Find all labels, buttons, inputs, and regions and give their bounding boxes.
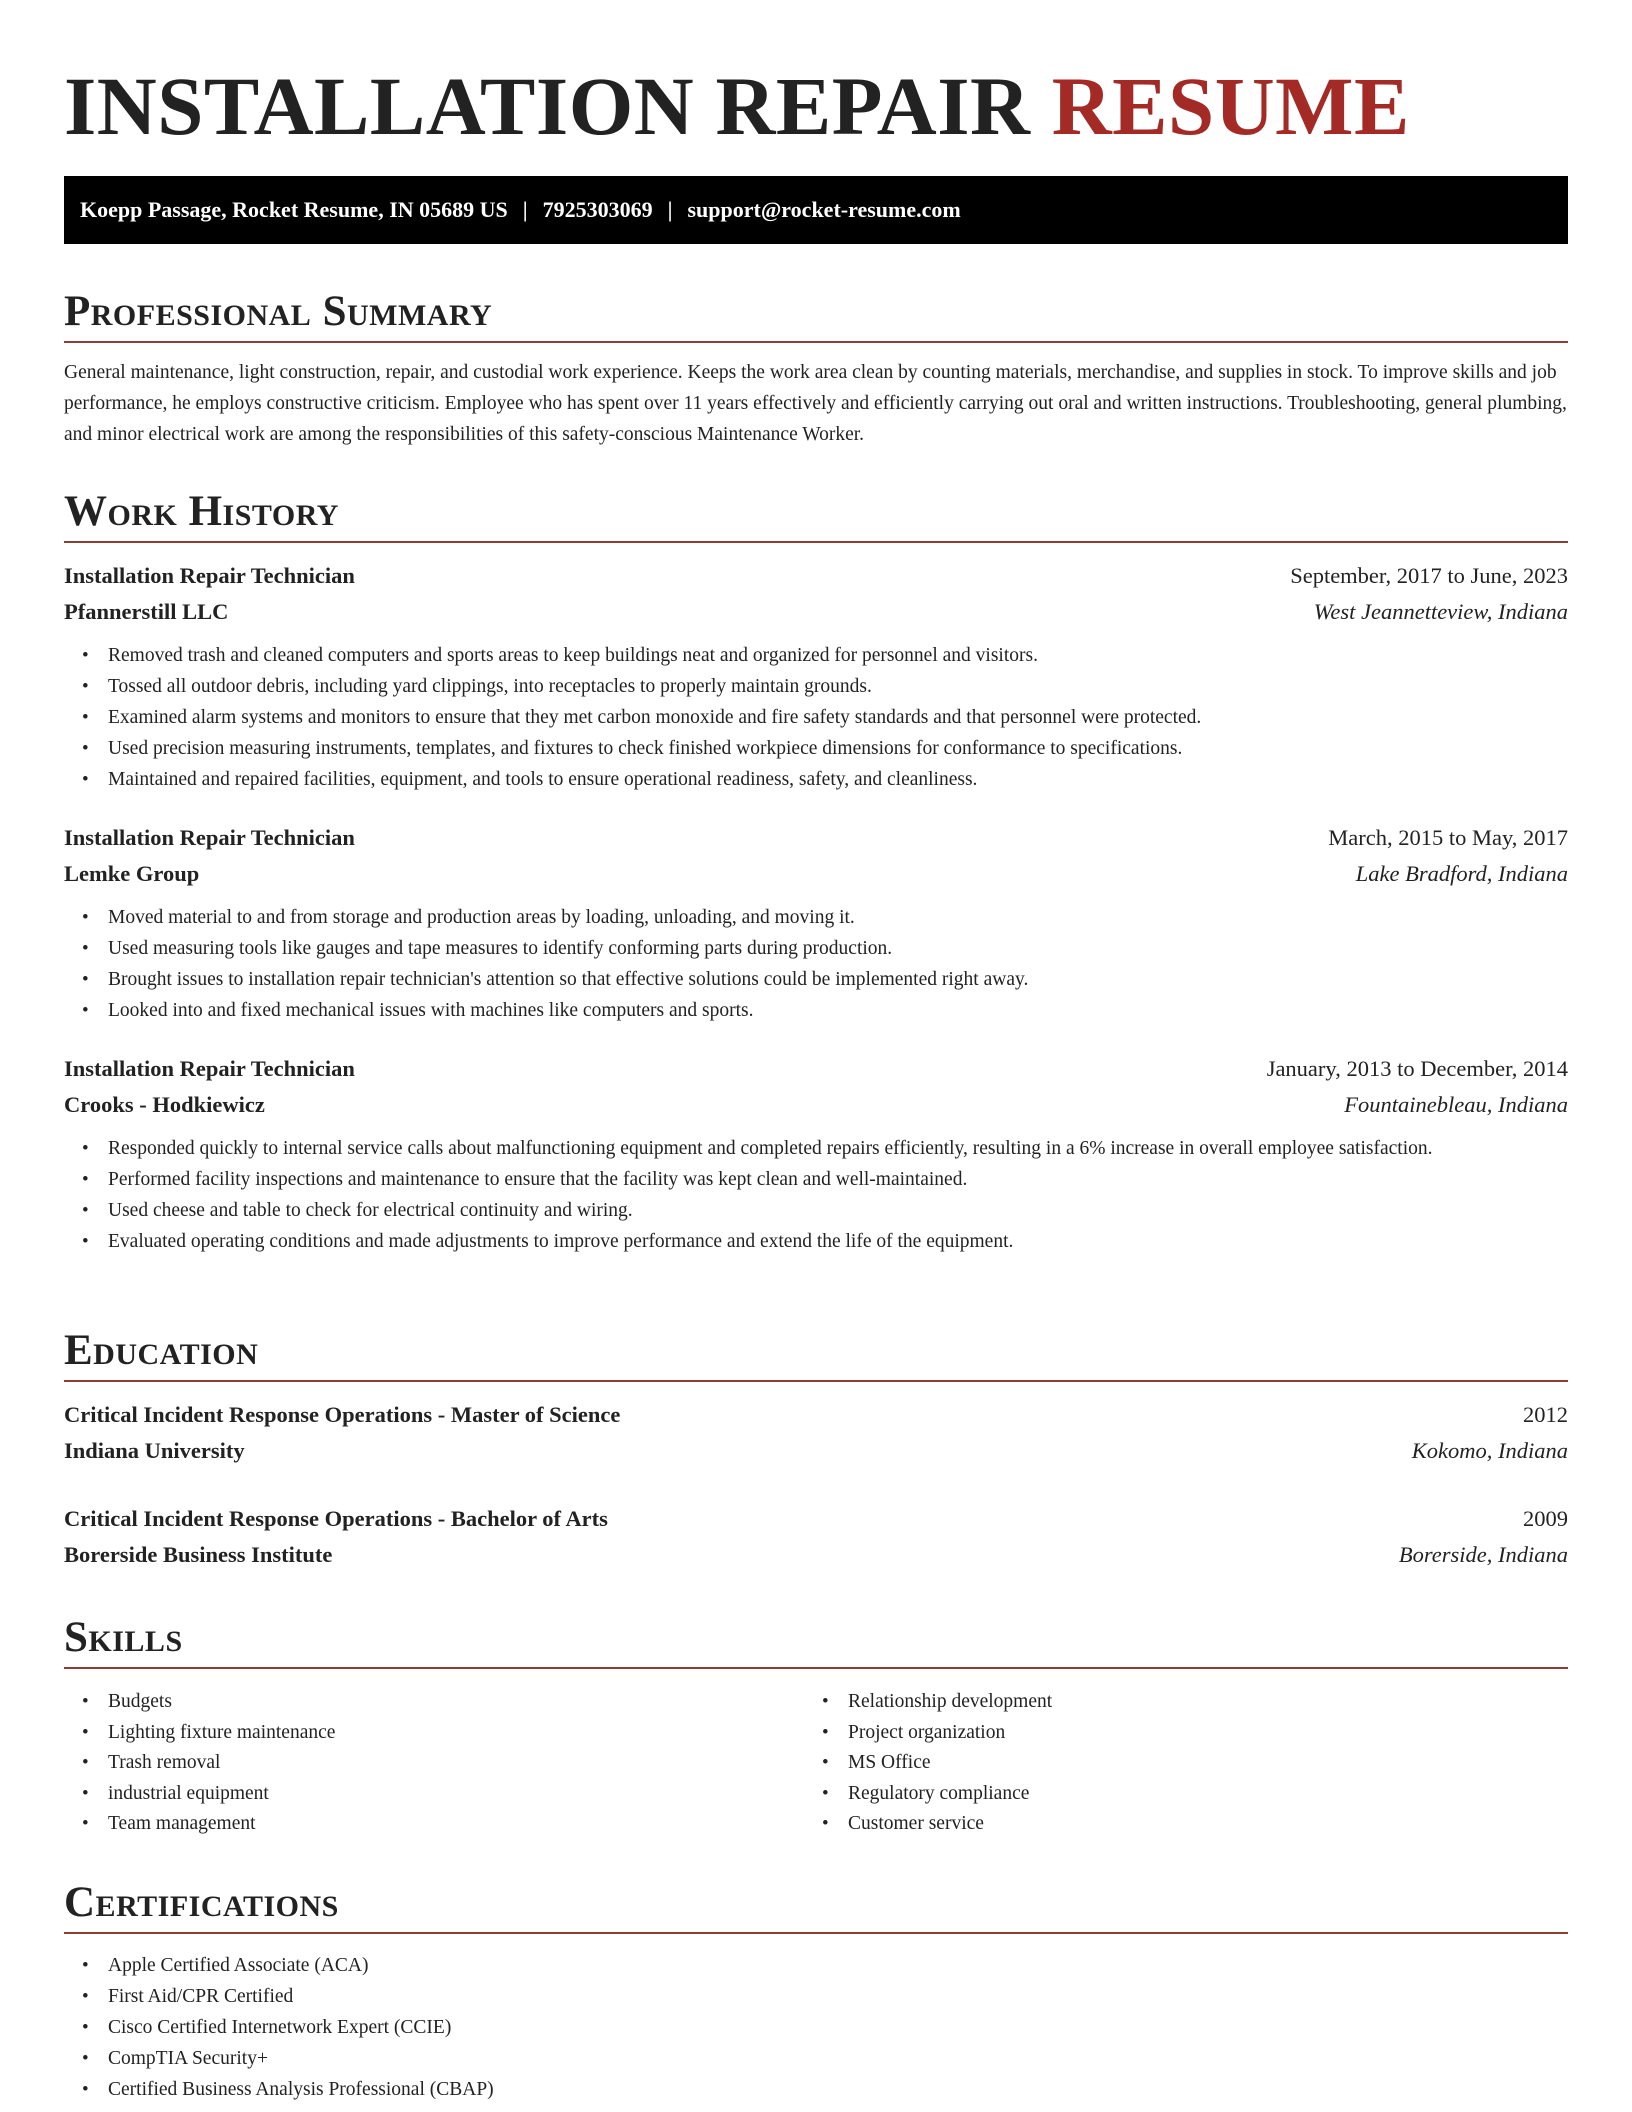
skill-item: • Customer service bbox=[848, 1809, 1544, 1840]
job-company: Pfannerstill LLC bbox=[64, 599, 229, 624]
skills-list-left bbox=[64, 1687, 804, 1840]
job-title: Installation Repair Technician bbox=[64, 825, 355, 850]
job-duties bbox=[64, 902, 1568, 1026]
job-location: Lake Bradford, Indiana bbox=[1355, 861, 1568, 886]
job-duty: • Used precision measuring instruments, templates, and fixtures to check finished workpiece dimensions for conformance to specifications. bbox=[108, 733, 1568, 764]
contact-separator: | bbox=[667, 197, 673, 222]
skill-item: • MS Office bbox=[848, 1748, 1544, 1779]
school: Borerside Business Institute bbox=[64, 1542, 333, 1567]
resume-page bbox=[64, 0, 1568, 2100]
skills-heading: Skills bbox=[64, 1609, 1568, 1669]
title-accent: RESUME bbox=[1051, 60, 1410, 152]
job-duty: • Examined alarm systems and monitors to ensure that they met carbon monoxide and fire safety standards and that personnel were protected. bbox=[108, 702, 1568, 733]
job-company: Crooks - Hodkiewicz bbox=[64, 1092, 265, 1117]
skills-list-right bbox=[804, 1687, 1544, 1840]
job-dates: September, 2017 to June, 2023 bbox=[1290, 563, 1568, 588]
contact-email: support@rocket-resume.com bbox=[687, 197, 961, 222]
job-duty: • Removed trash and cleaned computers and sports areas to keep buildings neat and organized for personnel and visitors. bbox=[108, 640, 1568, 671]
skill-item: • Team management bbox=[108, 1809, 804, 1840]
job-duty: • Performed facility inspections and maintenance to ensure that the facility was kept clean and well-maintained. bbox=[108, 1164, 1568, 1195]
school-location: Borerside, Indiana bbox=[1398, 1542, 1568, 1567]
summary-text: General maintenance, light construction, repair, and custodial work experience. Keeps the work area clean by counting materials, merchandise, and supplies in stock. To improve skills and job performance, he employs constructive criticism. Employee who has spent over 11 years effectively and efficiently carrying out oral and written instructions. Troubleshooting, general plumbing, and minor electrical work are among the responsibilities of this safety-conscious Maintenance Worker. bbox=[64, 362, 1567, 445]
degree: Critical Incident Response Operations - Bachelor of Arts bbox=[64, 1506, 608, 1531]
job-duty: • Responded quickly to internal service calls about malfunctioning equipment and completed repairs efficiently, resulting in a 6% increase in overall employee satisfaction. bbox=[108, 1133, 1568, 1164]
contact-phone: 7925303069 bbox=[542, 197, 653, 222]
job-duty: • Looked into and fixed mechanical issues with machines like computers and sports. bbox=[108, 995, 1568, 1026]
skills-section bbox=[64, 1609, 1568, 1840]
job-duty: • Moved material to and from storage and production areas by loading, unloading, and moving it. bbox=[108, 902, 1568, 933]
job-duty: • Maintained and repaired facilities, equipment, and tools to ensure operational readiness, safety, and cleanliness. bbox=[108, 764, 1568, 795]
job-duty: • Brought issues to installation repair technician's attention so that effective solutions could be implemented right away. bbox=[108, 964, 1568, 995]
skill-item: • Relationship development bbox=[848, 1687, 1544, 1718]
job-entry bbox=[64, 558, 1568, 795]
job-entry bbox=[64, 820, 1568, 1026]
certification-item: • CompTIA Security+ bbox=[108, 2043, 1568, 2074]
job-company: Lemke Group bbox=[64, 861, 200, 886]
certifications-section bbox=[64, 1874, 1568, 2105]
certifications-list bbox=[64, 1950, 1568, 2105]
job-entry bbox=[64, 1051, 1568, 1257]
graduation-year: 2012 bbox=[1523, 1402, 1568, 1427]
title-main: INSTALLATION REPAIR bbox=[64, 60, 1031, 152]
contact-bar bbox=[64, 176, 1568, 244]
skill-item: • Project organization bbox=[848, 1718, 1544, 1749]
certification-item: • Certified Business Analysis Professional (CBAP) bbox=[108, 2074, 1568, 2105]
job-location: Fountainebleau, Indiana bbox=[1344, 1092, 1568, 1117]
skill-item: • Trash removal bbox=[108, 1748, 804, 1779]
job-duties bbox=[64, 640, 1568, 795]
degree: Critical Incident Response Operations - Master of Science bbox=[64, 1402, 621, 1427]
job-duties bbox=[64, 1133, 1568, 1257]
skills-columns bbox=[64, 1669, 1568, 1840]
education-section bbox=[64, 1322, 1568, 1573]
job-duty: • Evaluated operating conditions and made adjustments to improve performance and extend the life of the equipment. bbox=[108, 1226, 1568, 1257]
job-duty: • Used measuring tools like gauges and tape measures to identify conforming parts during production. bbox=[108, 933, 1568, 964]
job-title: Installation Repair Technician bbox=[64, 1056, 355, 1081]
graduation-year: 2009 bbox=[1523, 1506, 1568, 1531]
work-history-heading: Work History bbox=[64, 483, 1568, 543]
skill-item: • industrial equipment bbox=[108, 1779, 804, 1810]
education-heading: Education bbox=[64, 1322, 1568, 1382]
job-dates: January, 2013 to December, 2014 bbox=[1266, 1056, 1568, 1081]
education-entry bbox=[64, 1397, 1568, 1469]
job-duty: • Tossed all outdoor debris, including yard clippings, into receptacles to properly maintain grounds. bbox=[108, 671, 1568, 702]
certification-item: • Cisco Certified Internetwork Expert (CCIE) bbox=[108, 2012, 1568, 2043]
summary-heading: Professional Summary bbox=[64, 283, 1568, 343]
summary-section bbox=[64, 283, 1568, 450]
certifications-heading: Certifications bbox=[64, 1874, 1568, 1934]
skill-item: • Regulatory compliance bbox=[848, 1779, 1544, 1810]
certification-item: • First Aid/CPR Certified bbox=[108, 1981, 1568, 2012]
job-duty: • Used cheese and table to check for electrical continuity and wiring. bbox=[108, 1195, 1568, 1226]
contact-separator: | bbox=[522, 197, 528, 222]
work-history-section bbox=[64, 483, 1568, 1257]
job-location: West Jeannetteview, Indiana bbox=[1313, 599, 1568, 624]
job-dates: March, 2015 to May, 2017 bbox=[1328, 825, 1568, 850]
resume-title bbox=[64, 0, 1568, 154]
education-entry bbox=[64, 1501, 1568, 1573]
school: Indiana University bbox=[64, 1438, 245, 1463]
job-title: Installation Repair Technician bbox=[64, 563, 355, 588]
skill-item: • Budgets bbox=[108, 1687, 804, 1718]
certification-item: • Apple Certified Associate (ACA) bbox=[108, 1950, 1568, 1981]
contact-address: Koepp Passage, Rocket Resume, IN 05689 US bbox=[80, 197, 508, 222]
skill-item: • Lighting fixture maintenance bbox=[108, 1718, 804, 1749]
school-location: Kokomo, Indiana bbox=[1411, 1438, 1568, 1463]
